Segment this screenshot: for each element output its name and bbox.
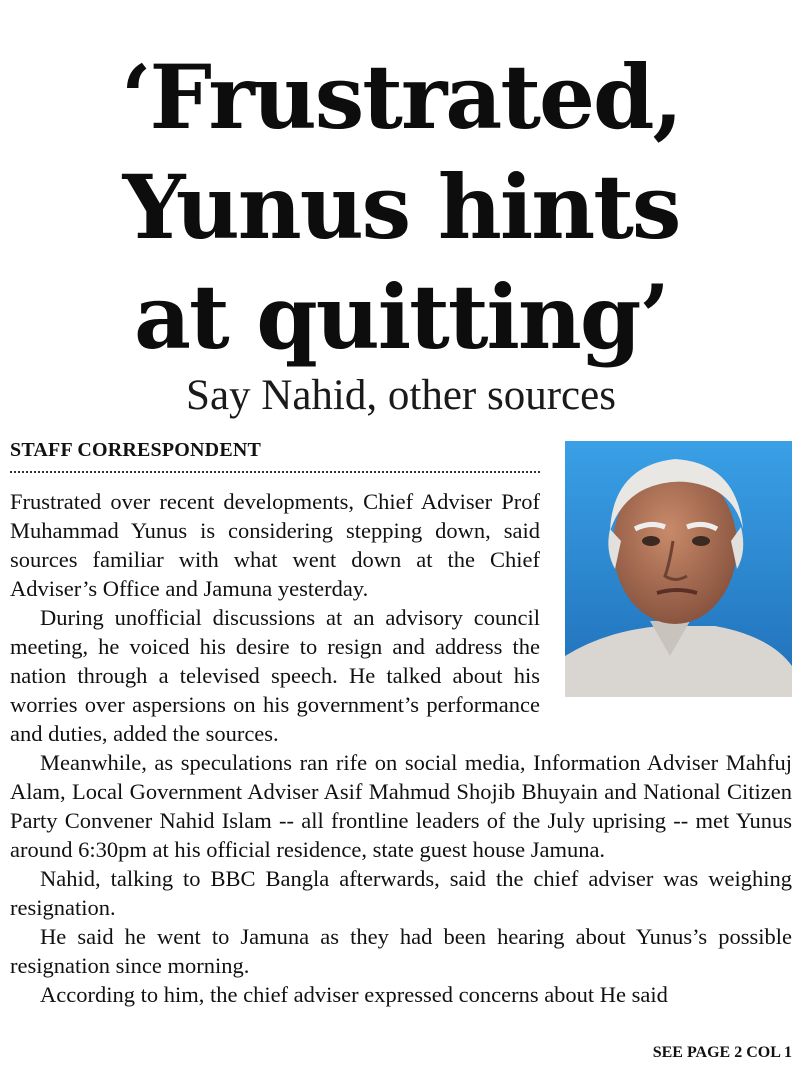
article-paragraph: He said he went to Jamuna as they had been hearing about Yunus’s possible resignation since morning. [10,924,792,978]
article-paragraph: Meanwhile, as speculations ran rife on social media, Information Adviser Mahfuj Alam, Local Government Adviser Asif Mahmud Shojib Bhuyain and National Citizen Party Convener Nahid Islam -- all frontline leaders of the July uprising -- met Yunus around 6:30pm at his official residence, state guest house Jamuna. [10,750,792,862]
headline-line-3: at quitting’ [133,265,669,369]
headline [0,42,802,372]
subheadline: Say Nahid, other sources [186,372,616,419]
article-paragraph: According to him, the chief adviser expressed concerns about He said [40,982,668,1007]
continued-on-page-note: SEE PAGE 2 COL 1 [652,1044,792,1061]
byline: STAFF CORRESPONDENT [10,439,262,461]
article-paragraph: Frustrated over recent developments, Chief Adviser Prof Muhammad Yunus is considering stepping down, said sources familiar with what went down at the Chief Adviser’s Office and Jamuna yesterday. [10,489,540,601]
article-body [10,487,792,1009]
dotted-divider [10,471,540,473]
article-paragraph: During unofficial discussions at an advisory council meeting, he voiced his desire to resign and address the nation through a televised speech. He talked about his worries over aspersions on his government’s performance and duties, added the sources. [10,605,540,746]
article-paragraph: Nahid, talking to BBC Bangla afterwards, said the chief adviser was weighing resignation. [10,866,792,920]
headline-line-2: Yunus hints [122,155,680,259]
photo-wrap-spacer [540,487,792,699]
headline-line-1: ‘Frustrated, [120,45,682,149]
